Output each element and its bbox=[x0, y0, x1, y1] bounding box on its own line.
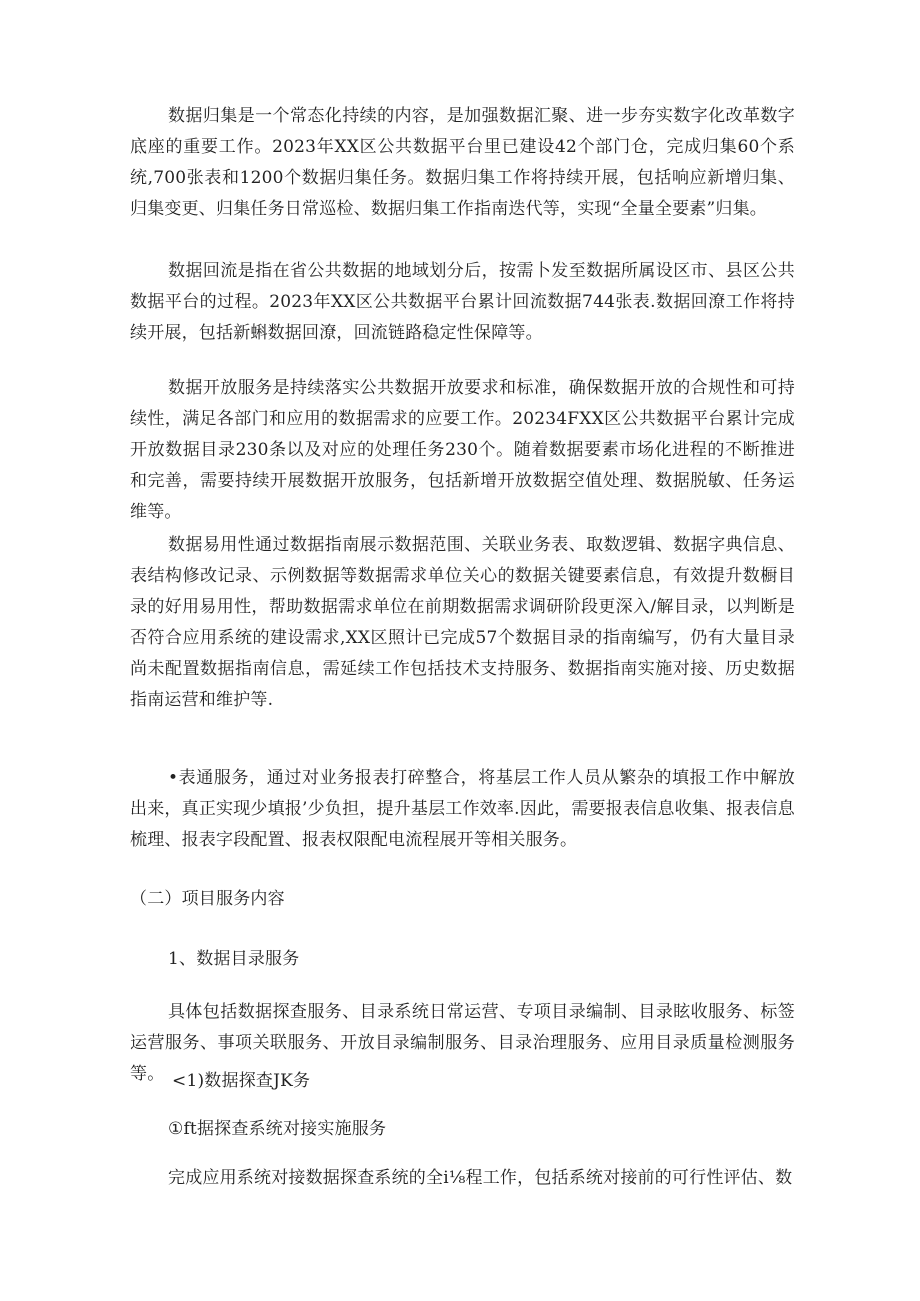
subheading-exploration-integration: ①ft据探查系统对接实施服务 bbox=[168, 1119, 387, 1139]
paragraph-data-collection: 数据归集是一个常态化持续的内容，是加强数据汇聚、进一步夯实数字化改革数字底座的重要工作。2023年XX区公共数据平台里已建设42个部门仓，完成归集60个系统,700张表和1200个数据归集任务。数据归集工作将持续开展，包括响应新增归集、归集变更、归集任务日常巡检、数据归集工作指南迭代等，实现“全量全要素”归集。 bbox=[130, 106, 795, 219]
paragraph-integration-details: 完成应用系统对接数据探查系统的全i⅛程工作，包括系统对接前的可行性评估、数 bbox=[168, 1168, 793, 1188]
paragraph-data-opening: 数据开放服务是持续落实公共数据开放要求和标准，确保数据开放的合规性和可持续性，满足各部门和应用的数据需求的应要工作。20234FXX区公共数据平台累计完成开放数据目录230条以及对应的处理任务230个。随着数据要素市场化进程的不断推进和完善，需要持续开展数据开放服务，包括新增开放数据空值处理、数据脱敏、任务运维等。 bbox=[130, 378, 795, 522]
subheading-data-exploration: <1)数据探查JK务 bbox=[172, 1071, 311, 1091]
paragraph-report-service: •表通服务，通过对业务报表打碎整合，将基层工作人员从繁杂的填报工作中解放出来，真正实现少填报’少负担，提升基层工作效率.因此，需要报表信息收集、报表信息梳理、报表字段配置、报表权限配电流程展开等相关服务。 bbox=[130, 768, 795, 850]
paragraph-data-backflow: 数据回流是指在省公共数据的地域划分后，按需卜发至数据所属设区市、县区公共数据平台的过程。2023年XX区公共数据平台累计回流数据744张表.数据回潦工作将持续开展，包括新蝌数据回潦，回流链路稳定性保障等。 bbox=[130, 261, 795, 343]
paragraph-catalog-details: 具体包括数据探查服务、目录系统日常运营、专项目录编制、目录眩收服务、标签运营服务、事项关联服务、开放目录编制服务、目录治理服务、应用目录质量检测服务等。 bbox=[130, 1002, 795, 1084]
subheading-catalog-service: 1、数据目录服务 bbox=[168, 949, 300, 969]
paragraph-data-usability: 数据易用性通过数据指南展示数据范围、关联业务表、取数逻辑、数据字典信息、表结构修改记录、示例数据等数据需求单位关心的数据关键要素信息，有效提升数橱目录的好用易用性，帮助数据需求单位在前期数据需求调研阶段更深入/解目录，以判断是否符合应用系统的建设需求,XX区照计已完成57个数据目录的指南编写，仍有大量目录尚未配置数据指南信息，需延续工作包括技术支持服务、数据指南实施对接、历史数据指南运营和维护等. bbox=[130, 535, 795, 710]
section-heading: （二）项目服务内容 bbox=[130, 889, 285, 909]
